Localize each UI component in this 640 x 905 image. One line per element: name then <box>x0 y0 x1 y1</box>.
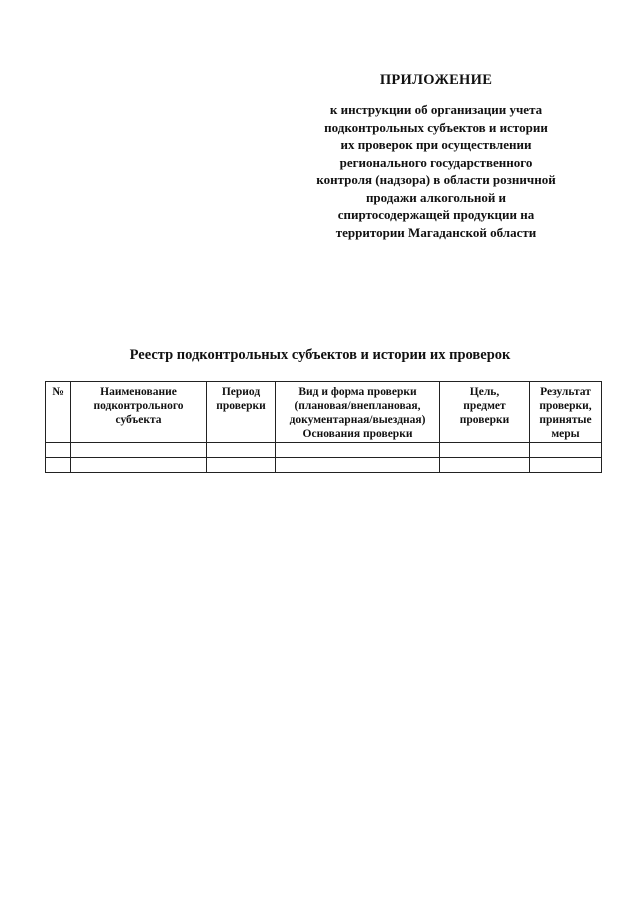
header-line: Наименование <box>100 386 177 398</box>
appendix-line: территории Магаданской области <box>335 224 537 240</box>
registry-header-row <box>46 382 602 443</box>
appendix-heading: ПРИЛОЖЕНИЕ <box>379 72 493 88</box>
table-cell <box>440 443 530 458</box>
registry-table <box>45 381 602 473</box>
table-cell <box>207 443 276 458</box>
header-line: проверки <box>459 414 510 426</box>
header-line: предмет <box>463 400 506 412</box>
header-line: (плановая/внеплановая, <box>294 400 421 412</box>
header-line: Период <box>221 386 261 398</box>
header-line: проверки <box>216 400 266 412</box>
table-cell <box>276 443 440 458</box>
column-header-inspection-type <box>276 382 440 443</box>
appendix-line: их проверок при осуществлении <box>340 137 532 152</box>
header-line: меры <box>551 428 580 440</box>
header-line: подконтрольного <box>93 400 184 412</box>
registry-title: Реестр подконтрольных субъектов и истории их проверок <box>129 347 511 363</box>
header-line: № <box>52 386 64 398</box>
header-line: Результат <box>540 386 591 398</box>
appendix-line: регионального государственного <box>339 154 533 170</box>
header-line: Цель, <box>469 386 500 398</box>
table-cell <box>530 458 602 473</box>
header-line: Основания проверки <box>302 428 413 440</box>
appendix-block <box>278 72 594 241</box>
column-header-purpose <box>440 382 530 443</box>
column-header-subject-name <box>71 382 207 443</box>
appendix-line: продажи алкогольной и <box>365 189 507 205</box>
header-line: принятые <box>539 414 592 426</box>
header-line: документарная/выездная) <box>289 414 426 426</box>
appendix-line: контроля (надзора) в области розничной <box>316 172 556 187</box>
column-header-period <box>207 382 276 443</box>
table-cell <box>207 458 276 473</box>
table-cell <box>440 458 530 473</box>
table-cell <box>71 443 207 458</box>
header-line: Вид и форма проверки <box>298 386 417 398</box>
table-cell <box>530 443 602 458</box>
appendix-line: спиртосодержащей продукции на <box>337 207 535 222</box>
table-cell <box>46 458 71 473</box>
table-cell <box>46 443 71 458</box>
header-line: субъекта <box>115 414 162 426</box>
table-cell <box>71 458 207 473</box>
column-header-number <box>46 382 71 443</box>
table-cell <box>276 458 440 473</box>
appendix-text <box>278 101 594 241</box>
appendix-line: к инструкции об организации учета <box>329 102 543 117</box>
table-row <box>46 443 602 458</box>
appendix-line: подконтрольных субъектов и истории <box>324 119 548 135</box>
header-line: проверки, <box>539 400 592 412</box>
table-row <box>46 458 602 473</box>
column-header-result <box>530 382 602 443</box>
